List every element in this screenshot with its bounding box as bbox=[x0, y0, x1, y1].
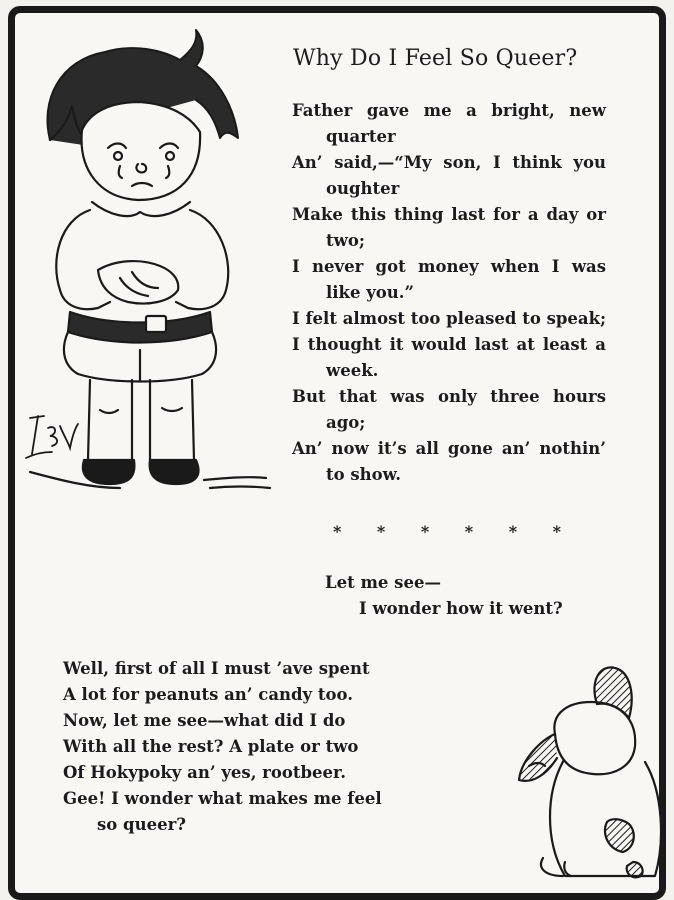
asterisk: * bbox=[376, 522, 386, 541]
poem-line: two; bbox=[326, 231, 365, 250]
poem-line: Gee! I wonder what makes me feel bbox=[63, 789, 382, 808]
poem-line: I felt almost too pleased to speak; bbox=[292, 309, 607, 328]
poem-line: Well, first of all I must ’ave spent bbox=[63, 659, 370, 678]
poem-line: like you.” bbox=[326, 283, 415, 302]
poem-line: ago; bbox=[326, 413, 366, 432]
asterisk: * bbox=[464, 522, 474, 541]
poem-line: I wonder how it went? bbox=[359, 599, 563, 618]
poem-line: Father gave me a bright, new bbox=[292, 101, 606, 120]
poem-line: Of Hokypoky an’ yes, rootbeer. bbox=[63, 763, 346, 782]
asterisk: * bbox=[552, 522, 561, 541]
poem-line: quarter bbox=[326, 127, 396, 146]
asterisk: * bbox=[333, 522, 342, 541]
poem-line: An’ now it’s all gone an’ nothin’ bbox=[292, 439, 606, 458]
poem-line: Let me see— bbox=[325, 573, 441, 592]
artist-signature bbox=[22, 408, 82, 468]
poem-line: to show. bbox=[326, 465, 401, 484]
poem-line: so queer? bbox=[97, 815, 186, 834]
poem-title: Why Do I Feel So Queer? bbox=[293, 46, 578, 71]
poem-line: An’ said,—“My son, I think you bbox=[292, 153, 606, 172]
asterisk: * bbox=[508, 522, 518, 541]
poem-line: I thought it would last at least a bbox=[292, 335, 606, 354]
poem-line: oughter bbox=[326, 179, 400, 198]
stanza-2 bbox=[325, 570, 605, 622]
stanza-3 bbox=[63, 656, 423, 838]
poem-line: With all the rest? A plate or two bbox=[63, 737, 359, 756]
asterisk: * bbox=[420, 522, 430, 541]
poem-line: I never got money when I was bbox=[292, 257, 606, 276]
poem-line: A lot for peanuts an’ candy too. bbox=[63, 685, 353, 704]
puppy-illustration bbox=[505, 662, 665, 884]
asterisk-separator bbox=[333, 522, 561, 541]
poem-line: But that was only three hours bbox=[292, 387, 606, 406]
poem-line: Now, let me see—what did I do bbox=[63, 711, 346, 730]
poem-line: Make this thing last for a day or bbox=[292, 205, 606, 224]
stanza-1 bbox=[292, 98, 606, 488]
poem-line: week. bbox=[326, 361, 379, 380]
